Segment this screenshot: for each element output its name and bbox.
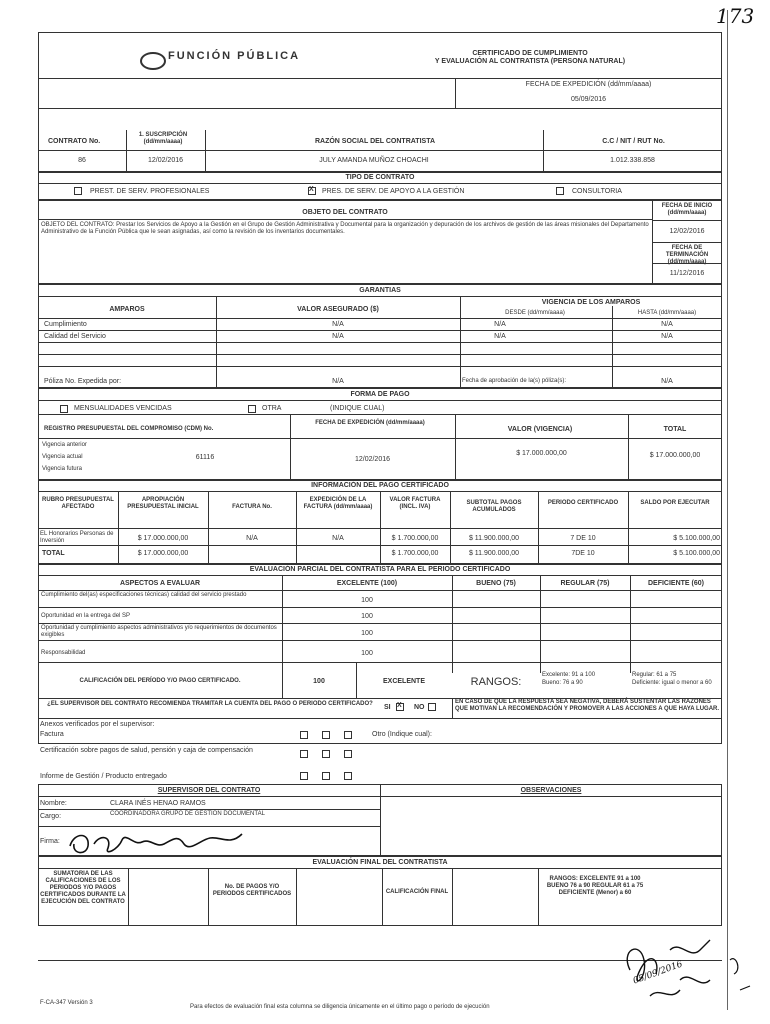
total-value: $ 17.000.000,00 (649, 452, 701, 459)
rango-4: Deficiente: igual o menor a 60 (632, 680, 712, 686)
recomienda-question: ¿EL SUPERVISOR DEL CONTRATO RECOMIENDA TRAMITAR LA CUENTA DEL PAGO O PERIODO CERTIFICADO? (47, 701, 373, 707)
fecha-term: 11/12/2016 (669, 270, 705, 277)
fecha-inicio: 12/02/2016 (669, 228, 705, 235)
ip-total-subtotal: $ 11.900.000,00 (468, 550, 520, 557)
ip-row-subtotal: $ 11.900.000,00 (468, 535, 520, 542)
supervisor-label: SUPERVISOR DEL CONTRATO (157, 787, 261, 794)
vigencia-futura: Vigencia futura (42, 466, 82, 472)
calif-label: CALIFICACIÓN DEL PERÍODO Y/O PAGO CERTIFICADO. (79, 678, 241, 684)
checkbox-anexo-salud-3[interactable] (344, 750, 352, 758)
objeto-label: OBJETO DEL CONTRATO (302, 209, 388, 216)
fecha-inicio-label: FECHA DE INICIO (dd/mm/aaaa) (661, 203, 713, 216)
handwritten-signature-image (610, 930, 760, 1010)
footer-note: Para efectos de evaluación final esta columna se diligencia únicamente en el último pago o período de ejecución (190, 1004, 490, 1010)
ip-row-valor: $ 1.700.000,00 (391, 535, 439, 542)
anexos-label: Anexos verificados por el supervisor: (40, 721, 155, 728)
ip-total-periodo: 7DE 10 (571, 550, 595, 557)
handwritten-date: 05/09/2016 (631, 959, 685, 987)
tipo-opt-2: PRES. DE SERV. DE APOYO A LA GESTIÓN (322, 188, 465, 195)
ip-total-apropiacion: $ 17.000.000,00 (137, 550, 189, 557)
vigencia-anterior: Vigencia anterior (42, 442, 87, 448)
title-line-1: CERTIFICADO DE CUMPLIMIENTO (472, 50, 588, 57)
fecha-suscripcion: 12/02/2016 (147, 157, 184, 164)
contratista-name: JULY AMANDA MUÑOZ CHOACHI (319, 157, 429, 164)
forma-pago-label: FORMA DE PAGO (350, 391, 410, 398)
fecha-aprobacion-value: N/A (661, 378, 673, 385)
fecha-term-label: FECHA DE TERMINACIÓN (dd/mm/aaaa) (665, 245, 709, 265)
contrato-label: CONTRATO No. (48, 138, 101, 145)
eval-final-label: EVALUACIÓN FINAL DEL CONTRATISTA (312, 859, 448, 866)
garantia-row-1-hasta: N/A (661, 321, 673, 328)
rango-3: Regular: 61 a 75 (632, 672, 677, 678)
ip-h-valor: VALOR FACTURA (INCL. IVA) (389, 497, 441, 510)
ip-row-apropiacion: $ 17.000.000,00 (137, 535, 189, 542)
poliza-valor: N/A (332, 378, 344, 385)
valor-asegurado-label: VALOR ASEGURADO ($) (297, 306, 379, 313)
pago-fecha-value: 12/02/2016 (354, 456, 391, 463)
forma-pago-box (38, 388, 722, 480)
ep-row-1-valor: 100 (361, 597, 373, 604)
hasta-label: HASTA (dd/mm/aaaa) (637, 310, 697, 316)
pago-opt-2: OTRA (262, 405, 282, 412)
ip-row-saldo: $ 5.100.000,00 (673, 535, 720, 542)
ip-total-label: TOTAL (42, 550, 65, 557)
nombre-label: Nombre: (40, 800, 67, 807)
ep-h-regular: REGULAR (75) (560, 580, 610, 587)
supervisor-nombre: CLARA INÉS HENAO RAMOS (110, 800, 206, 807)
rangos-label: RANGOS: (470, 676, 522, 688)
checkbox-otra[interactable] (248, 405, 256, 413)
checkbox-consultoria[interactable] (556, 187, 564, 195)
signature-image (60, 826, 260, 858)
valor-vigencia-value: $ 17.000.000,00 (516, 450, 567, 457)
checkbox-anexo-salud-2[interactable] (322, 750, 330, 758)
checkbox-anexo-factura-3[interactable] (344, 731, 352, 739)
calif-value: 100 (313, 678, 325, 685)
checkbox-anexo-informe-2[interactable] (322, 772, 330, 780)
checkbox-mensualidades[interactable] (60, 405, 68, 413)
fecha-aprobacion-label: Fecha de aprobación de la(s) póliza(s): (462, 378, 567, 384)
ip-row-rubro: EL Honorarios Personas de Inversión (40, 531, 114, 544)
ep-h-excelente: EXCELENTE (100) (336, 580, 398, 587)
ep-row-1-aspecto: Cumplimiento del(as) especificaciones técnicas) calidad del servicio prestado (41, 592, 247, 598)
ep-row-4-aspecto: Responsabilidad (41, 650, 86, 656)
title-line-2: Y EVALUACIÓN AL CONTRATISTA (PERSONA NATURAL) (434, 58, 626, 65)
checkbox-prest-prof[interactable] (74, 187, 82, 195)
logo-text: FUNCIÓN PÚBLICA (168, 50, 301, 62)
anexo-1: Factura (40, 731, 64, 738)
pago-fecha-exp-label: FECHA DE EXPEDICIÓN (dd/mm/aaaa) (315, 420, 425, 426)
contrato-no: 86 (78, 157, 86, 164)
garantia-row-1-amparo: Cumplimiento (44, 321, 87, 328)
ip-total-valor: $ 1.700.000,00 (391, 550, 439, 557)
calif-word: EXCELENTE (382, 678, 425, 685)
ep-row-2-aspecto: Oportunidad en la entrega del SP (41, 613, 131, 619)
ip-h-periodo: PERIODO CERTIFICADO (547, 500, 619, 506)
checkbox-anexo-informe-3[interactable] (344, 772, 352, 780)
pago-opt-2-note: (INDIQUE CUAL) (330, 405, 385, 412)
checkbox-anexo-salud[interactable] (300, 750, 308, 758)
checkbox-anexo-informe[interactable] (300, 772, 308, 780)
suscripcion-label: 1. SUSCRIPCIÓN (dd/mm/aaaa) (138, 132, 188, 145)
cc-label: C.C / NIT / RUT No. (602, 138, 665, 145)
otro-label: Otro (Indique cual): (372, 731, 432, 738)
ip-row-periodo: 7 DE 10 (570, 535, 596, 542)
total-label: TOTAL (663, 426, 687, 433)
logo-icon (140, 52, 166, 70)
ip-h-factura: FACTURA No. (232, 504, 272, 510)
garantia-row-1-valor: N/A (332, 321, 344, 328)
tipo-opt-1: PREST. DE SERV. PROFESIONALES (90, 188, 210, 195)
ef-col-1: SUMATORIA DE LAS CALIFICACIONES DE LOS PERIODOS Y/O PAGOS CERTIFICADOS DURANTE LA EJECUCIÓN DEL CONTRATO (40, 871, 126, 905)
cargo-label: Cargo: (40, 813, 62, 820)
valor-vigencia-label: VALOR (VIGENCIA) (507, 426, 573, 433)
info-pago-label: INFORMACIÓN DEL PAGO CERTIFICADO (311, 482, 449, 489)
page-number-mark: 173 (716, 4, 755, 28)
ep-h-bueno: BUENO (75) (476, 580, 516, 587)
registro-value: 61116 (195, 454, 215, 461)
recomienda-note: EN CASO DE QUE LA RESPUESTA SEA NEGATIVA, DEBERÁ SUSTENTAR LAS RAZONES QUE MOTIVAN LA RECOMENDACIÓN Y PROMOVER A LAS ACCIONES A QUE HAYA LUGAR. (455, 699, 720, 712)
ep-row-3-valor: 100 (361, 630, 373, 637)
garantia-row-2-desde: N/A (494, 333, 506, 340)
garantia-row-2-valor: N/A (332, 333, 344, 340)
ef-col-3: CALIFICACIÓN FINAL (385, 889, 449, 895)
si-label: SI (384, 704, 391, 711)
ip-h-apropiacion: APROPIACIÓN PRESUPUESTAL INICIAL (127, 497, 199, 510)
garantia-row-2-amparo: Calidad del Servicio (44, 333, 106, 340)
ip-row-expedicion: N/A (332, 535, 344, 542)
no-label: NO (414, 704, 425, 711)
supervisor-cargo: COORDINADORA GRUPO DE GESTIÓN DOCUMENTAL (110, 811, 265, 817)
ip-h-subtotal: SUBTOTAL PAGOS ACUMULADOS (466, 500, 522, 513)
checkbox-anexo-factura[interactable] (300, 731, 308, 739)
razon-social-label: RAZÓN SOCIAL DEL CONTRATISTA (314, 138, 436, 145)
poliza-label: Póliza No. Expedida por: (44, 378, 122, 385)
ip-h-rubro: RUBRO PRESUPUESTAL AFECTADO (42, 497, 114, 510)
checkbox-anexo-factura-2[interactable] (322, 731, 330, 739)
cc-no: 1.012.338.858 (610, 157, 655, 164)
right-margin-line (727, 10, 728, 1010)
garantia-row-1-desde: N/A (494, 321, 506, 328)
ip-h-expedicion: EXPEDICIÓN DE LA FACTURA (dd/mm/aaaa) (303, 497, 373, 510)
desde-label: DESDE (dd/mm/aaaa) (505, 310, 565, 316)
ip-row-factura: N/A (246, 535, 258, 542)
form-code: F-CA-347 Versión 3 (40, 1000, 93, 1006)
ep-h-aspectos: ASPECTOS A EVALUAR (119, 580, 201, 587)
objeto-text: OBJETO DEL CONTRATO: Prestar los Servicios de Apoyo a la Gestión en el Grupo de Gestión Administrativa y Documental para la organización y depuración de los archivos de gestión de las áreas misionales del Departamento Administrativo de la Función Pública que le sean asignadas, así como la revisión de los inventarios documentales. (41, 222, 649, 235)
anexo-2: Certificación sobre pagos de salud, pensión y caja de compensación (40, 747, 253, 754)
rango-1: Excelente: 91 a 100 (542, 672, 596, 678)
garantias-label: GARANTIAS (359, 287, 401, 294)
ep-row-4-valor: 100 (361, 650, 373, 657)
firma-label: Firma: (40, 838, 60, 845)
eval-parcial-label: EVALUACIÓN PARCIAL DEL CONTRATISTA PARA EL PERIODO CERTIFICADO (249, 566, 511, 573)
ef-col-2: No. DE PAGOS Y/O PERIODOS CERTIFICADOS (212, 884, 292, 897)
ip-total-saldo: $ 5.100.000,00 (673, 550, 720, 557)
rango-2: Bueno: 76 a 90 (542, 680, 583, 686)
si-mark: X (397, 702, 402, 709)
ep-h-deficiente: DEFICIENTE (60) (647, 580, 704, 587)
fecha-expedicion-value: 05/09/2016 (570, 96, 607, 103)
tipo-contrato-label: TIPO DE CONTRATO (345, 174, 415, 181)
fecha-expedicion-label: FECHA DE EXPEDICIÓN (dd/mm/aaaa) (525, 81, 652, 88)
registro-label: REGISTRO PRESUPUESTAL DEL COMPROMISO (CDM) No. (44, 426, 214, 432)
garantia-row-2-hasta: N/A (661, 333, 673, 340)
tipo-opt-3: CONSULTORIA (572, 188, 622, 195)
anexo-3: Informe de Gestión / Producto entregado (40, 773, 167, 780)
ip-h-saldo: SALDO POR EJECUTAR (640, 500, 710, 506)
checkbox-no[interactable] (428, 703, 436, 711)
ep-row-2-valor: 100 (361, 613, 373, 620)
vigencia-label: VIGENCIA DE LOS AMPAROS (541, 299, 641, 306)
vigencia-actual: Vigencia actual (42, 454, 83, 460)
ep-row-3-aspecto: Oportunidad y cumplimiento aspectos administrativos y/o requerimientos de documentos exigibles (41, 625, 277, 638)
observaciones-label: OBSERVACIONES (520, 787, 582, 794)
pago-opt-1: MENSUALIDADES VENCIDAS (74, 405, 172, 412)
ef-rangos: RANGOS: EXCELENTE 91 a 100 BUENO 76 a 90 REGULAR 61 a 75 DEFICIENTE (Menor) a 60 (546, 876, 644, 896)
tipo-opt-2-mark: X (309, 186, 314, 193)
amparos-label: AMPAROS (109, 306, 145, 313)
